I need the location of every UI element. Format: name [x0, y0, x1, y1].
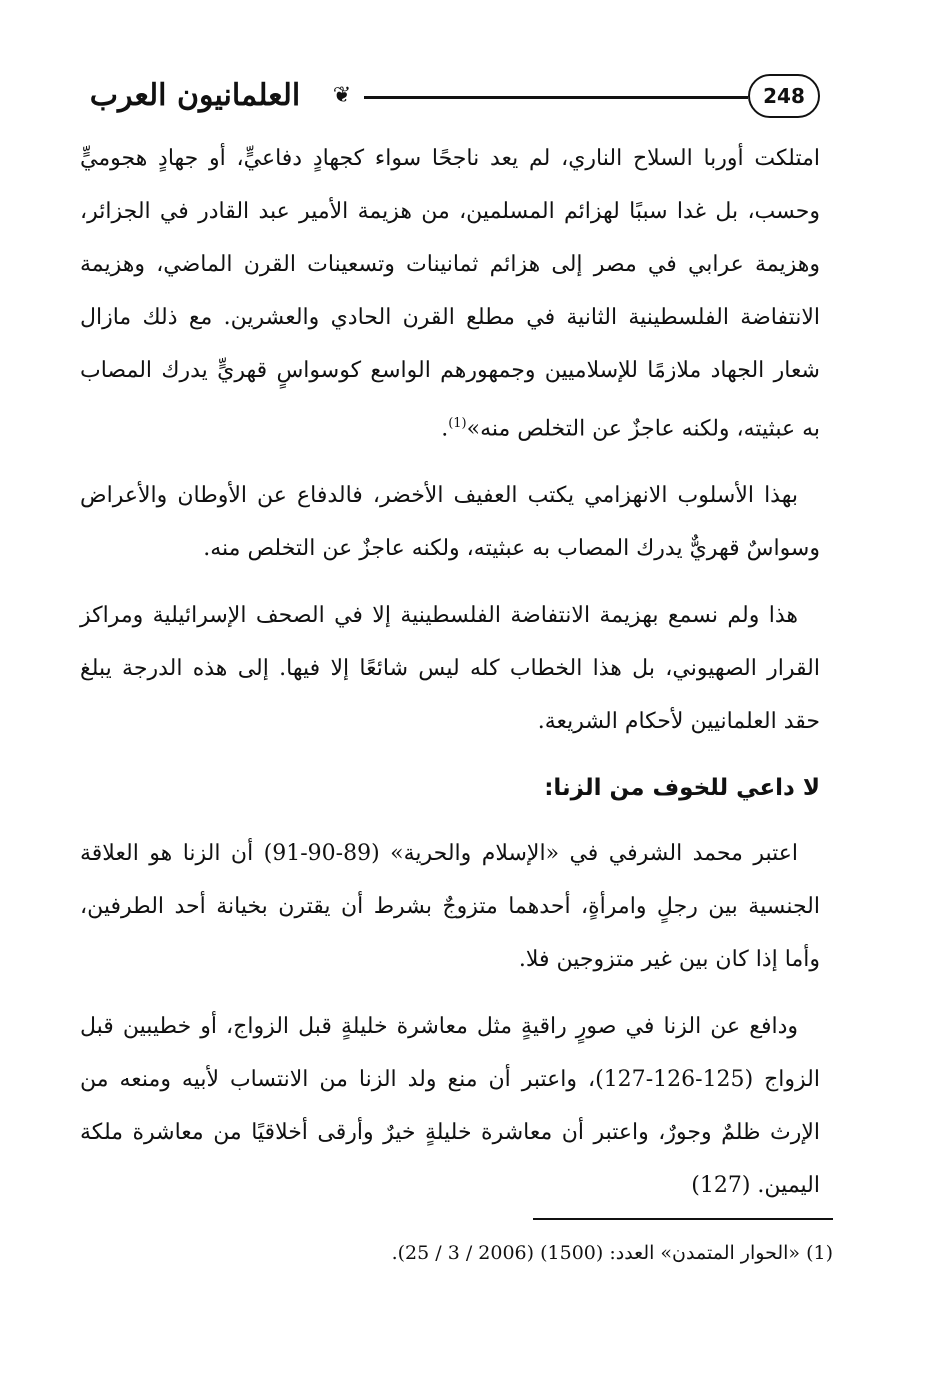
- header-rule: [364, 96, 748, 99]
- footnote-reference: (1): [448, 416, 467, 431]
- paragraph-5: ودافع عن الزنا في صورٍ راقيةٍ مثل معاشرة خليلةٍ قبل الزواج، أو خطيبين قبل الزواج (125-126-127)، واعتبر أن منع ولد الزنا من الانتساب لأبيه ومنعه من الإرث ظلمٌ وجورٌ، واعتبر أن معاشرة خليلةٍ خيرٌ وأرقى أخلاقيًا من معاشرة ملكة اليمين. (127): [80, 1014, 820, 1199]
- footnote: (1) «الحوار المتمدن» العدد: (1500) (2006 / 3 / 25).: [391, 1242, 833, 1264]
- paragraph-1: [80, 132, 820, 455]
- section-heading: لا داعي للخوف من الزنا:: [544, 775, 820, 802]
- paragraph-1-end: .: [441, 416, 449, 442]
- paragraph-1-text: امتلكت أوربا السلاح الناري، لم يعد ناجحًا سواء كجهادٍ دفاعيٍّ، أو جهادٍ هجوميٍّ وحسب، بل غدا سببًا لهزائم المسلمين، من هزيمة الأمير عبد القادر في الجزائر، وهزيمة عرابي في مصر إلى هزائم ثمانينات وتسعينات القرن الماضي، وهزيمة الانتفاضة الفلسطينية الثانية في مطلع القرن الحادي والعشرين. مع ذلك مازال شعار الجهاد ملازمًا للإسلاميين وجمهورهم الواسع كوسواسٍ قهريٍّ يدرك المصاب به عبثيته، ولكنه عاجزٌ عن التخلص منه»: [80, 146, 820, 442]
- paragraph-3: هذا ولم نسمع بهزيمة الانتفاضة الفلسطينية إلا في الصحف الإسرائيلية ومراكز القرار الصهيوني، بل هذا الخطاب كله ليس شائعًا إلا فيها. إلى هذه الدرجة يبلغ حقد العلمانيين لأحكام الشريعة.: [80, 603, 820, 735]
- ornament-icon: ❦: [332, 83, 352, 108]
- book-title: العلمانيون العرب: [89, 77, 301, 113]
- page-number: 248: [748, 74, 820, 118]
- paragraph-4: اعتبر محمد الشرفي في «الإسلام والحرية» (89-90-91) أن الزنا هو العلاقة الجنسية بين رجلٍ وامرأةٍ، أحدهما متزوجٌ بشرط أن يقترن بخيانة أحد الطرفين، وأما إذا كان بين غير متزوجين فلا.: [80, 841, 820, 973]
- page-header: [70, 62, 830, 128]
- footnote-separator: [533, 1218, 833, 1220]
- paragraph-2: بهذا الأسلوب الانهزامي يكتب العفيف الأخضر، فالدفاع عن الأوطان والأعراض وسواسٌ قهريٌّ يدرك المصاب به عبثيته، ولكنه عاجزٌ عن التخلص منه.: [80, 483, 820, 562]
- page-body: [80, 132, 820, 1226]
